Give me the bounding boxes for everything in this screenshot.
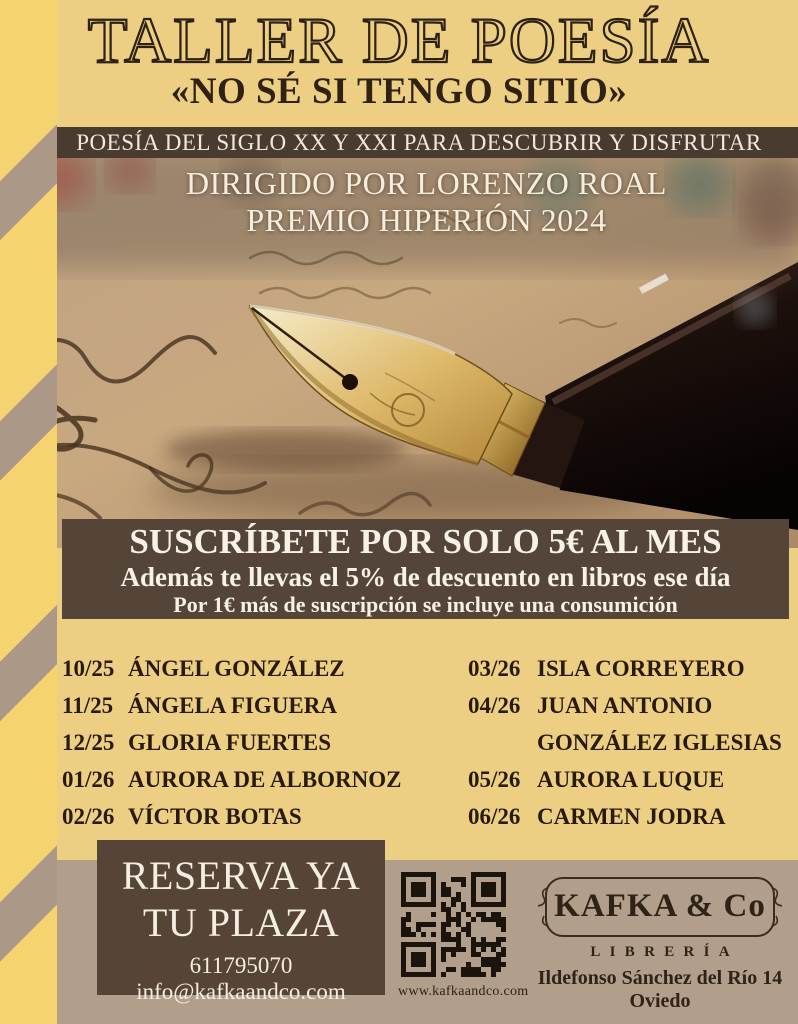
bookstore-city: Oviedo	[629, 990, 691, 1012]
bookstore-type: LIBRERÍA	[590, 944, 739, 960]
poet-name: GLORIA FUERTES	[128, 729, 332, 755]
session-date: 06/26	[468, 803, 521, 829]
director-line1: DIRIGIDO POR LORENZO ROAL	[186, 165, 667, 201]
schedule-row	[468, 798, 782, 835]
qr-code	[401, 872, 506, 977]
schedule-row	[62, 798, 401, 835]
qr-caption: www.kafkaandco.com	[398, 984, 529, 999]
session-date: 10/25	[62, 655, 115, 681]
director-text	[55, 165, 798, 239]
poet-name: ÁNGELA FIGUERA	[128, 692, 337, 718]
schedule-row	[62, 650, 401, 687]
tagline-text: POESÍA DEL SIGLO XX Y XXI PARA DESCUBRIR Y DISFRUTAR	[76, 129, 762, 155]
schedule-column-right	[468, 650, 782, 835]
schedule-column-left	[62, 650, 401, 835]
schedule-row	[62, 687, 401, 724]
poet-name: VÍCTOR BOTAS	[128, 803, 302, 829]
session-date: 03/26	[468, 655, 521, 681]
bookstore-name: KAFKA & Co	[554, 888, 766, 924]
poster-subtitle: «NO SÉ SI TENGO SITIO»	[170, 71, 628, 112]
poster-title-art	[0, 2, 798, 80]
reservation-line2: TU PLAZA	[142, 900, 340, 945]
session-date: 02/26	[62, 803, 115, 829]
schedule-row	[468, 761, 782, 798]
schedule-row	[468, 650, 782, 687]
tagline-band	[40, 127, 798, 158]
schedule-row	[468, 687, 782, 724]
poet-name: ÁNGEL GONZÁLEZ	[128, 655, 345, 681]
subscription-banner	[62, 519, 789, 619]
subscription-discount: Además te llevas el 5% de descuento en libros ese día	[120, 562, 731, 592]
phone-number: 611795070	[189, 953, 293, 978]
session-date: 12/25	[62, 729, 115, 755]
session-date: 05/26	[468, 766, 521, 792]
qr-block	[398, 872, 529, 1000]
reservation-box	[97, 840, 385, 1004]
session-date: 01/26	[62, 766, 115, 792]
poet-name: JUAN ANTONIO	[537, 692, 713, 718]
email-address: info@kafkaandco.com	[136, 979, 346, 1004]
poet-name: CARMEN JODRA	[537, 803, 726, 829]
director-line2: PREMIO HIPERIÓN 2024	[246, 202, 607, 238]
poet-name: ISLA CORREYERO	[537, 655, 745, 681]
schedule-row	[62, 761, 401, 798]
session-date: 11/25	[62, 692, 114, 718]
decorative-ribbon	[0, 0, 57, 1024]
page-title: TALLER DE POESÍA	[87, 5, 711, 77]
subscription-headline: SUSCRÍBETE POR SOLO 5€ AL MES	[129, 522, 722, 561]
poet-name: GONZÁLEZ IGLESIAS	[537, 729, 782, 755]
bookstore-address: Ildefonso Sánchez del Río 14	[537, 967, 783, 989]
reservation-line1: RESERVA YA	[121, 853, 361, 898]
bookstore-logo	[532, 874, 788, 1013]
schedule-row	[62, 724, 401, 761]
schedule-row	[468, 724, 782, 761]
poet-name: AURORA DE ALBORNOZ	[128, 766, 402, 792]
poet-name: AURORA LUQUE	[537, 766, 725, 792]
session-date: 04/26	[468, 692, 521, 718]
subscription-extra: Por 1€ más de suscripción se incluye una consumición	[173, 592, 678, 617]
